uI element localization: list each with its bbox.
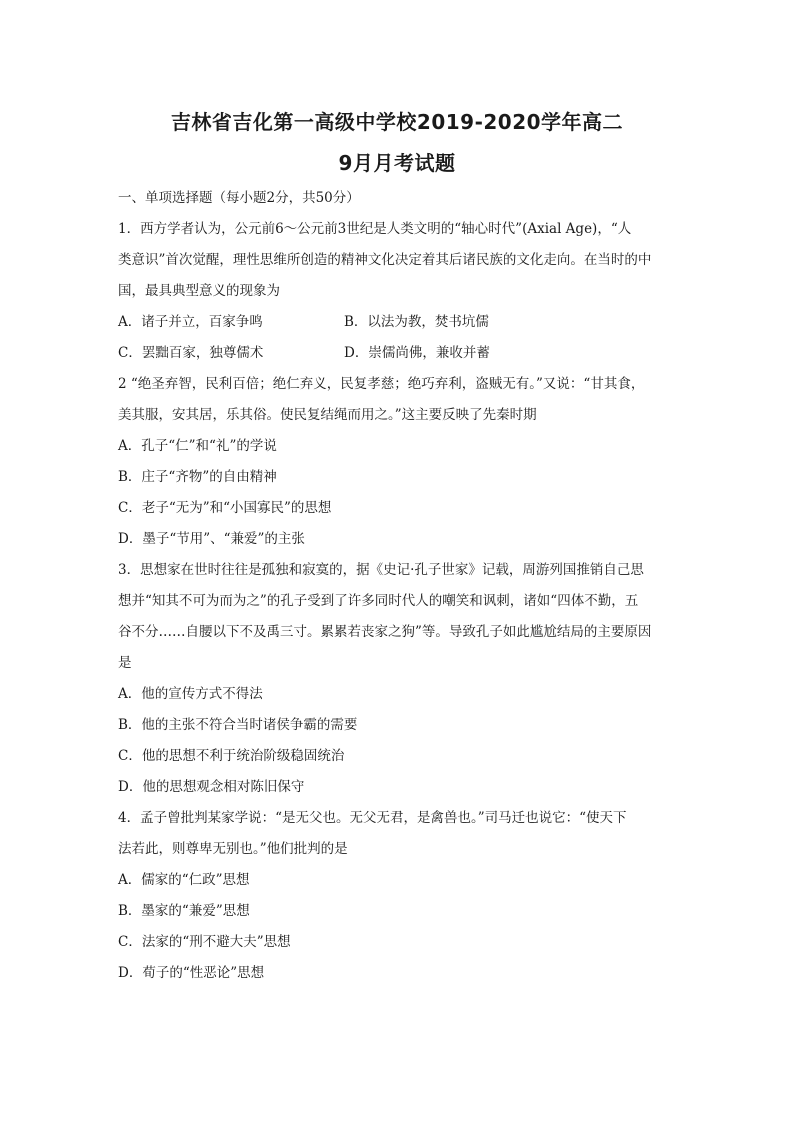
question-4 bbox=[118, 803, 678, 989]
question-text-line: 3．思想家在世时往往是孤独和寂寞的，据《史记·孔子世家》记载，周游列国推销自己思 bbox=[118, 562, 644, 578]
exam-title-line2: 9月月考试题 bbox=[338, 151, 456, 175]
option-b[interactable]: B．以法为教，焚书坑儒 bbox=[344, 314, 489, 330]
option-a[interactable]: A．儒家的“仁政”思想 bbox=[118, 872, 250, 888]
question-text-line: 谷不分……自腰以下不及禹三寸。累累若丧家之狗”等。导致孔子如此尴尬结局的主要原因 bbox=[118, 624, 652, 640]
question-text-line: 法若此，则尊卑无别也。”他们批判的是 bbox=[118, 841, 348, 857]
section-heading: 一、单项选择题（每小题2分，共50分） bbox=[118, 190, 360, 206]
option-d[interactable]: D．墨子“节用”、“兼爱”的主张 bbox=[118, 531, 305, 547]
option-c[interactable]: C．法家的“刑不避大夫”思想 bbox=[118, 934, 291, 950]
question-text-line: 是 bbox=[118, 655, 132, 671]
question-text-line: 国，最具典型意义的现象为 bbox=[118, 283, 280, 299]
option-b[interactable]: B．庄子“齐物”的自由精神 bbox=[118, 469, 277, 485]
question-2 bbox=[118, 369, 678, 555]
question-text-line: 美其服，安其居，乐其俗。使民复结绳而用之。”这主要反映了先秦时期 bbox=[118, 407, 537, 423]
option-row bbox=[118, 307, 678, 338]
question-text-line: 想并“知其不可为而为之”的孔子受到了许多同时代人的嘲笑和讽刺，诸如“四体不勤，五 bbox=[118, 593, 639, 609]
option-row bbox=[118, 338, 678, 369]
option-c[interactable]: C．老子“无为”和“小国寡民”的思想 bbox=[118, 500, 332, 516]
option-b[interactable]: B．他的主张不符合当时诸侯争霸的需要 bbox=[118, 717, 358, 733]
exam-title-line1: 吉林省吉化第一高级中学校2019-2020学年高二 bbox=[170, 110, 624, 134]
question-1 bbox=[118, 214, 678, 369]
option-c[interactable]: C．罢黜百家，独尊儒术 bbox=[118, 345, 264, 361]
exam-content bbox=[118, 183, 678, 989]
option-b[interactable]: B．墨家的“兼爱”思想 bbox=[118, 903, 250, 919]
option-a[interactable]: A．诸子并立，百家争鸣 bbox=[118, 314, 263, 330]
option-d[interactable]: D．崇儒尚佛，兼收并蓄 bbox=[344, 345, 490, 361]
option-d[interactable]: D．他的思想观念相对陈旧保守 bbox=[118, 779, 305, 795]
option-a[interactable]: A．他的宣传方式不得法 bbox=[118, 686, 263, 702]
question-text-line: 类意识”首次觉醒，理性思维所创造的精神文化决定着其后诸民族的文化走向。在当时的中 bbox=[118, 252, 652, 268]
question-3 bbox=[118, 555, 678, 803]
question-text-line: 4．孟子曾批判某家学说：“是无父也。无父无君，是禽兽也。”司马迁也说它：“使天下 bbox=[118, 810, 627, 826]
option-c[interactable]: C．他的思想不利于统治阶级稳固统治 bbox=[118, 748, 345, 764]
option-d[interactable]: D．荀子的“性恶论”思想 bbox=[118, 965, 265, 981]
question-text-line: 2 “绝圣弃智，民利百倍；绝仁弃义，民复孝慈；绝巧弃利，盗贼无有。”又说：“甘其食， bbox=[118, 376, 645, 392]
question-text-line: 1．西方学者认为，公元前6～公元前3世纪是人类文明的“轴心时代”(Axial Age)，“人 bbox=[118, 221, 632, 237]
option-a[interactable]: A．孔子“仁”和“礼”的学说 bbox=[118, 438, 277, 454]
